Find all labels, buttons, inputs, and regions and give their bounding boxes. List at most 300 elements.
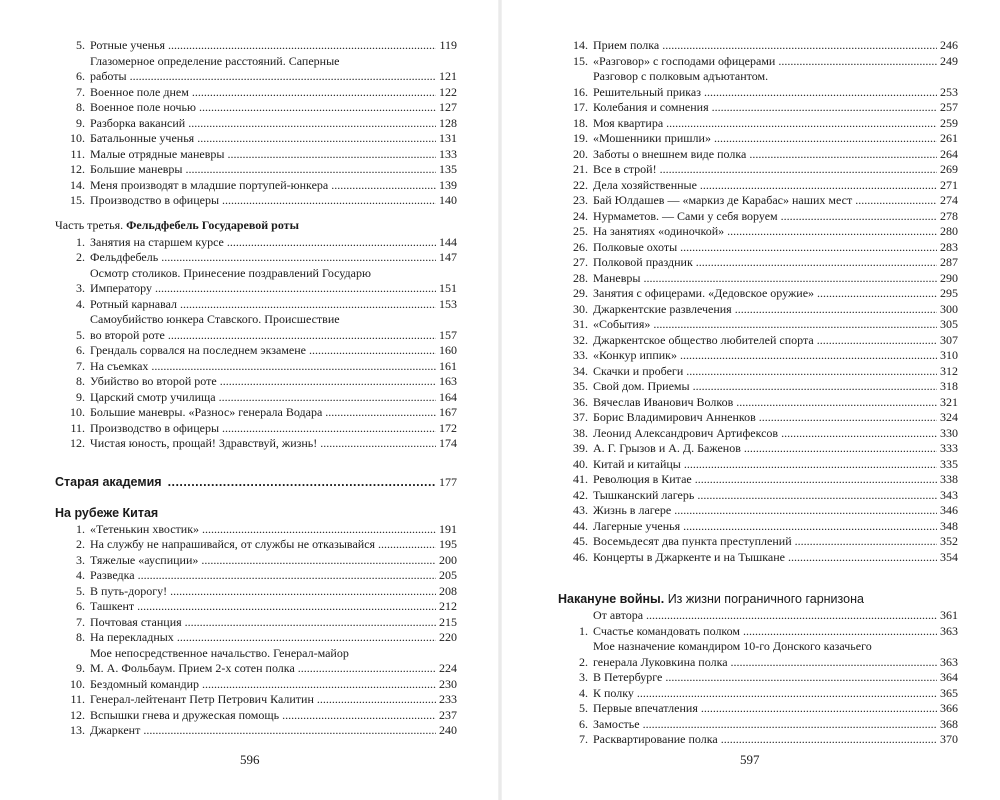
toc-entry[interactable] xyxy=(558,426,958,442)
toc-entry[interactable] xyxy=(558,286,958,302)
entry-title-line: Мое непосредственное начальство. Генерал-майор xyxy=(90,645,349,660)
leader-dots xyxy=(637,686,937,702)
entry-number: 32. xyxy=(573,332,588,347)
entry-title: Прием полка xyxy=(593,38,660,52)
toc-entry[interactable] xyxy=(55,568,457,584)
entry-title: Дела хозяйственные xyxy=(593,177,697,192)
leader-dots xyxy=(177,630,436,646)
page-number: 259 xyxy=(940,115,958,130)
entry-title: Вспышки гнева и дружеская помощь xyxy=(90,707,280,722)
entry-number: 9. xyxy=(76,115,85,130)
toc-entry[interactable] xyxy=(558,472,958,488)
page-number: 271 xyxy=(940,177,958,192)
entry-title: Свой дом. Приемы xyxy=(593,379,690,393)
leader-dots xyxy=(795,534,937,550)
leader-dots xyxy=(155,281,436,297)
entry-number: 44. xyxy=(573,518,588,533)
toc-entry[interactable] xyxy=(55,436,457,452)
leader-dots xyxy=(660,162,937,178)
entry-title: На службу не напрашивайся, от службы не отказывайся xyxy=(90,537,376,551)
entry-title: «Конкур иппик» xyxy=(593,348,678,362)
leader-dots xyxy=(714,131,937,147)
part-prefix: Часть третья. xyxy=(55,217,124,232)
leader-dots xyxy=(643,271,937,287)
entry-number: 10. xyxy=(70,131,85,145)
toc-entry[interactable] xyxy=(55,147,457,163)
toc-entry[interactable] xyxy=(55,374,457,390)
leader-dots xyxy=(202,677,436,693)
toc-entry[interactable] xyxy=(55,553,457,569)
leader-dots xyxy=(817,286,937,302)
entry-title: Джаркент xyxy=(90,723,141,737)
toc-entry[interactable] xyxy=(55,266,457,297)
entry-title: Восемьдесят два пункта преступлений xyxy=(593,534,792,548)
page-number: 172 xyxy=(439,420,457,435)
leader-dots xyxy=(282,708,436,724)
toc-entry[interactable] xyxy=(558,670,958,686)
right-page xyxy=(500,0,1000,800)
leader-dots xyxy=(378,537,436,553)
entry-title: «Разговор» с господами офицерами xyxy=(593,53,776,68)
toc-list-china xyxy=(55,522,457,739)
leader-dots xyxy=(700,178,937,194)
toc-entry[interactable] xyxy=(558,333,958,349)
leader-dots xyxy=(317,692,436,708)
entry-number: 2. xyxy=(579,654,588,669)
leader-dots xyxy=(693,379,937,395)
toc-entry[interactable] xyxy=(55,85,457,101)
toc-entry[interactable] xyxy=(558,209,958,225)
page-number: 215 xyxy=(439,614,457,629)
left-toc-column xyxy=(55,38,457,739)
leader-dots xyxy=(665,670,937,686)
toc-entry[interactable] xyxy=(558,162,958,178)
entry-number: 1. xyxy=(76,521,85,536)
entry-number: 41. xyxy=(573,472,588,486)
entry-number: 15. xyxy=(573,53,588,68)
entry-number: 2. xyxy=(76,537,85,551)
entry-title: Жизнь в лагере xyxy=(593,503,672,517)
leader-dots xyxy=(199,100,436,116)
page-number: 163 xyxy=(439,374,457,388)
toc-entry[interactable] xyxy=(55,708,457,724)
page-number: 167 xyxy=(439,405,457,419)
toc-entry[interactable] xyxy=(558,701,958,717)
entry-title: Тяжелые «ауспиции» xyxy=(90,552,199,567)
entry-title: Производство в офицеры xyxy=(90,193,219,207)
entry-number: 26. xyxy=(573,239,588,254)
entry-title: Полковой праздник xyxy=(593,255,693,269)
page-number: 305 xyxy=(940,317,958,331)
toc-entry[interactable] xyxy=(55,54,457,85)
page-number: 365 xyxy=(940,685,958,700)
toc-entry[interactable] xyxy=(55,537,457,553)
leader-dots xyxy=(697,488,937,504)
toc-entry[interactable] xyxy=(558,379,958,395)
entry-number: 11. xyxy=(70,146,85,161)
toc-entry[interactable] xyxy=(558,395,958,411)
entry-title: Разведка xyxy=(90,568,135,582)
entry-number: 20. xyxy=(573,146,588,161)
page-number: 200 xyxy=(439,552,457,567)
entry-number: 10. xyxy=(70,676,85,691)
entry-title-line: Разговор с полковым адъютантом. xyxy=(593,69,769,83)
section-heading-china xyxy=(55,505,457,522)
entry-title: Полковые охоты xyxy=(593,239,678,254)
toc-entry[interactable] xyxy=(55,390,457,406)
entry-number: 3. xyxy=(76,281,85,295)
entry-title: Ротные ученья xyxy=(90,38,166,52)
entry-title: Царский смотр училища xyxy=(90,389,216,404)
toc-entry[interactable] xyxy=(55,162,457,178)
entry-number: 27. xyxy=(573,255,588,269)
entry-number: 12. xyxy=(70,436,85,450)
toc-entry[interactable] xyxy=(558,147,958,163)
page-number: 330 xyxy=(940,425,958,440)
toc-entry[interactable] xyxy=(558,38,958,54)
entry-number: 40. xyxy=(573,456,588,471)
entry-number: 8. xyxy=(76,374,85,388)
page-number: 177 xyxy=(439,474,457,489)
entry-number: 4. xyxy=(76,568,85,582)
toc-section-old-academy[interactable] xyxy=(55,474,457,491)
entry-title: Убийство во второй роте xyxy=(90,374,217,388)
entry-title: «Тетенькин хвостик» xyxy=(90,521,200,536)
entry-number: 5. xyxy=(76,327,85,342)
entry-number: 22. xyxy=(573,177,588,192)
toc-entry[interactable] xyxy=(558,348,958,364)
leader-dots xyxy=(320,436,436,452)
entry-number: 9. xyxy=(76,661,85,675)
toc-entry[interactable] xyxy=(55,677,457,693)
page-number: 151 xyxy=(439,281,457,295)
entry-title-line: Самоубийство юнкера Ставского. Происшествие xyxy=(90,312,340,326)
toc-entry[interactable] xyxy=(558,686,958,702)
toc-entry[interactable] xyxy=(55,250,457,266)
section-subtitle: Из жизни пограничного гарнизона xyxy=(667,592,864,606)
toc-entry[interactable] xyxy=(55,630,457,646)
entry-title: во второй роте xyxy=(90,327,165,342)
entry-title: На занятиях «одиночкой» xyxy=(593,224,725,238)
page-number: 324 xyxy=(940,410,958,424)
entry-number: 3. xyxy=(579,670,588,684)
leader-dots xyxy=(202,522,436,538)
leader-dots xyxy=(222,193,436,209)
page-number: 147 xyxy=(439,250,457,264)
toc-entry[interactable] xyxy=(558,255,958,271)
entry-number: 1. xyxy=(579,623,588,638)
entry-number: 23. xyxy=(573,193,588,207)
entry-title: Моя квартира xyxy=(593,115,664,130)
page-number: 249 xyxy=(940,53,958,68)
toc-entry[interactable] xyxy=(55,116,457,132)
leader-dots xyxy=(666,116,937,132)
toc-entry[interactable] xyxy=(55,359,457,375)
entry-title: Расквартирование полка xyxy=(593,732,718,746)
entry-title: Джаркентские развлечения xyxy=(593,301,732,316)
entry-title-line: Глазомерное определение расстояний. Саперные xyxy=(90,53,340,68)
page-number: 135 xyxy=(439,162,457,176)
leader-dots xyxy=(736,395,937,411)
toc-list-war xyxy=(558,624,958,748)
entry-title: Решительный приказ xyxy=(593,84,701,99)
toc-entry[interactable] xyxy=(55,615,457,631)
toc-entry[interactable] xyxy=(55,297,457,313)
leader-dots xyxy=(727,224,937,240)
toc-entry[interactable] xyxy=(558,193,958,209)
entry-number: 45. xyxy=(573,534,588,548)
toc-entry[interactable] xyxy=(55,193,457,209)
toc-entry[interactable] xyxy=(558,410,958,426)
toc-entry[interactable] xyxy=(558,639,958,670)
entry-title: В Петербурге xyxy=(593,670,663,684)
page-number: 133 xyxy=(439,146,457,161)
entry-title: Батальонные ученья xyxy=(90,131,195,145)
leader-dots xyxy=(325,405,436,421)
toc-entry[interactable] xyxy=(558,488,958,504)
page-number: 161 xyxy=(439,358,457,373)
entry-number: 14. xyxy=(70,177,85,192)
toc-entry[interactable] xyxy=(558,457,958,473)
toc-entry[interactable] xyxy=(55,405,457,421)
toc-entry[interactable] xyxy=(558,131,958,147)
leader-dots xyxy=(197,131,436,147)
entry-number: 15. xyxy=(70,193,85,207)
leader-dots xyxy=(161,250,436,266)
leader-dots xyxy=(222,421,436,437)
toc-entry[interactable] xyxy=(55,723,457,739)
leader-dots xyxy=(170,584,436,600)
entry-number: 1. xyxy=(76,234,85,249)
page-number: 233 xyxy=(439,692,457,706)
toc-entry[interactable] xyxy=(558,54,958,70)
entry-title: В путь-дорогу! xyxy=(90,583,168,598)
entry-number: 43. xyxy=(573,503,588,517)
page-number: 139 xyxy=(439,177,457,192)
toc-entry[interactable] xyxy=(558,317,958,333)
entry-number: 14. xyxy=(573,38,588,52)
page-number: 290 xyxy=(940,270,958,285)
entry-number: 29. xyxy=(573,286,588,300)
page-number: 335 xyxy=(940,456,958,471)
toc-list-china-cont xyxy=(558,38,958,565)
entry-title: Китай и китайцы xyxy=(593,456,681,471)
toc-entry[interactable] xyxy=(55,100,457,116)
leader-dots xyxy=(695,472,937,488)
page-number: 280 xyxy=(940,224,958,238)
toc-entry[interactable] xyxy=(558,240,958,256)
leader-dots xyxy=(646,608,937,624)
leader-dots xyxy=(643,717,937,733)
toc-entry[interactable] xyxy=(55,522,457,538)
page-number: 121 xyxy=(439,69,457,83)
entry-title: Бай Юлдашев — «маркиз де Карабас» наших мест xyxy=(593,193,853,207)
entry-number: 37. xyxy=(573,410,588,424)
entry-title: Борис Владимирович Анненков xyxy=(593,410,756,424)
entry-title: Военное поле днем xyxy=(90,84,189,99)
toc-entry[interactable] xyxy=(55,38,457,54)
toc-entry[interactable] xyxy=(55,178,457,194)
page-number: 212 xyxy=(439,599,457,613)
page-number: 295 xyxy=(940,286,958,300)
entry-number: 6. xyxy=(579,716,588,731)
entry-title: Бездомный командир xyxy=(90,676,200,691)
page-number: 157 xyxy=(439,327,457,342)
entry-title-line: Осмотр столиков. Принесение поздравлений Государю xyxy=(90,265,371,280)
entry-number: 6. xyxy=(76,599,85,613)
entry-title: Тышканский лагерь xyxy=(593,487,695,502)
leader-dots xyxy=(309,343,436,359)
leader-dots xyxy=(168,474,436,491)
entry-title: Занятия с офицерами. «Дедовское оружие» xyxy=(593,286,815,300)
page-number: 310 xyxy=(940,348,958,362)
leader-dots xyxy=(704,85,937,101)
toc-entry[interactable] xyxy=(558,302,958,318)
toc-entry[interactable] xyxy=(558,69,958,100)
leader-dots xyxy=(684,457,937,473)
entry-title: Замостье xyxy=(593,716,640,731)
toc-entry[interactable] xyxy=(558,519,958,535)
entry-title: Леонид Александрович Артифексов xyxy=(593,425,779,440)
entry-title: «События» xyxy=(593,317,651,331)
page-number: 191 xyxy=(439,521,457,536)
entry-title: Концерты в Джаркенте и на Тышкане xyxy=(593,549,785,564)
toc-entry[interactable] xyxy=(55,235,457,251)
leader-dots xyxy=(778,54,937,70)
page-number: 366 xyxy=(940,701,958,715)
entry-title: работы xyxy=(90,69,127,83)
part-heading xyxy=(55,217,457,234)
toc-entry[interactable] xyxy=(558,550,958,566)
toc-entry[interactable] xyxy=(55,312,457,343)
page-number: 164 xyxy=(439,389,457,404)
leader-dots xyxy=(855,193,937,209)
entry-number: 7. xyxy=(579,732,588,746)
page-number: 354 xyxy=(940,549,958,564)
toc-entry[interactable] xyxy=(55,692,457,708)
toc-entry[interactable] xyxy=(558,608,958,624)
entry-title: Все в строй! xyxy=(593,162,657,176)
entry-title: Счастье командовать полком xyxy=(593,623,741,638)
page-number: 370 xyxy=(940,732,958,746)
entry-title: Большие маневры. «Разнос» генерала Водара xyxy=(90,405,323,419)
toc-entry[interactable] xyxy=(558,441,958,457)
page-number: 278 xyxy=(940,208,958,223)
toc-list-part2-tail xyxy=(55,38,457,209)
toc-entry[interactable] xyxy=(558,271,958,287)
section-title: Накануне войны. xyxy=(558,592,665,606)
page-number: 246 xyxy=(940,38,958,52)
page-number: 208 xyxy=(439,583,457,598)
toc-entry[interactable] xyxy=(558,224,958,240)
entry-number: 19. xyxy=(573,131,588,145)
toc-entry[interactable] xyxy=(558,100,958,116)
entry-number: 12. xyxy=(70,707,85,722)
page-number: 363 xyxy=(940,654,958,669)
toc-entry[interactable] xyxy=(558,503,958,519)
page-number: 312 xyxy=(940,363,958,378)
entry-title: «Мошенники пришли» xyxy=(593,131,711,145)
entry-number: 13. xyxy=(70,723,85,737)
page-folio-left: 596 xyxy=(240,752,260,767)
page-number: 131 xyxy=(439,131,457,145)
page-number: 127 xyxy=(439,100,457,114)
leader-dots xyxy=(680,348,937,364)
entry-number: 8. xyxy=(76,100,85,114)
entry-title: генерала Луковкина полка xyxy=(593,654,728,669)
page-number: 343 xyxy=(940,487,958,502)
leader-dots xyxy=(781,209,937,225)
leader-dots xyxy=(168,328,436,344)
page-number: 307 xyxy=(940,332,958,347)
toc-entry[interactable] xyxy=(55,584,457,600)
entry-title: Грендаль сорвался на последнем экзамене xyxy=(90,343,306,357)
entry-title: От автора xyxy=(593,608,644,622)
toc-entry[interactable] xyxy=(55,343,457,359)
entry-title: Ротный карнавал xyxy=(90,296,178,311)
leader-dots xyxy=(701,701,937,717)
page-number: 287 xyxy=(940,255,958,269)
toc-entry[interactable] xyxy=(55,599,457,615)
leader-dots xyxy=(151,359,436,375)
page-number: 224 xyxy=(439,661,457,675)
leader-dots xyxy=(298,661,436,677)
leader-dots xyxy=(331,178,436,194)
page-number: 352 xyxy=(940,534,958,548)
page-folio-right: 597 xyxy=(740,752,760,767)
page-number: 237 xyxy=(439,707,457,722)
entry-number: 28. xyxy=(573,270,588,285)
toc-entry[interactable] xyxy=(558,717,958,733)
page-number: 253 xyxy=(940,84,958,99)
toc-entry[interactable] xyxy=(558,732,958,748)
entry-number: 5. xyxy=(76,583,85,598)
leader-dots xyxy=(759,410,937,426)
entry-title: Производство в офицеры xyxy=(90,420,219,435)
toc-entry[interactable] xyxy=(558,116,958,132)
page-number: 264 xyxy=(940,146,958,161)
entry-title: Джаркентское общество любителей спорта xyxy=(593,332,814,347)
page-number: 321 xyxy=(940,394,958,409)
entry-number: 38. xyxy=(573,425,588,440)
leader-dots xyxy=(130,69,436,85)
leader-dots xyxy=(712,100,937,116)
entry-title: Вячеслав Иванович Волков xyxy=(593,394,734,409)
entry-title: Маневры xyxy=(593,270,641,285)
leader-dots xyxy=(817,333,937,349)
entry-title: На съемках xyxy=(90,358,149,373)
leader-dots xyxy=(138,568,436,584)
page-number: 119 xyxy=(439,38,457,52)
entry-title: Почтовая станция xyxy=(90,614,182,629)
page-number: 174 xyxy=(439,436,457,450)
entry-number: 21. xyxy=(573,162,588,176)
entry-number: 39. xyxy=(573,441,588,455)
entry-title: Генерал-лейтенант Петр Петрович Калитин xyxy=(90,692,314,706)
entry-title: Революция в Китае xyxy=(593,472,692,486)
toc-entry[interactable] xyxy=(558,178,958,194)
leader-dots xyxy=(749,147,937,163)
page-number: 220 xyxy=(439,630,457,644)
toc-entry[interactable] xyxy=(558,364,958,380)
toc-entry[interactable] xyxy=(55,131,457,147)
entry-title: Императору xyxy=(90,281,152,295)
toc-entry[interactable] xyxy=(558,624,958,640)
toc-entry[interactable] xyxy=(55,421,457,437)
entry-title: Чистая юность, прощай! Здравствуй, жизнь! xyxy=(90,436,318,450)
toc-entry[interactable] xyxy=(55,646,457,677)
toc-entry[interactable] xyxy=(558,534,958,550)
